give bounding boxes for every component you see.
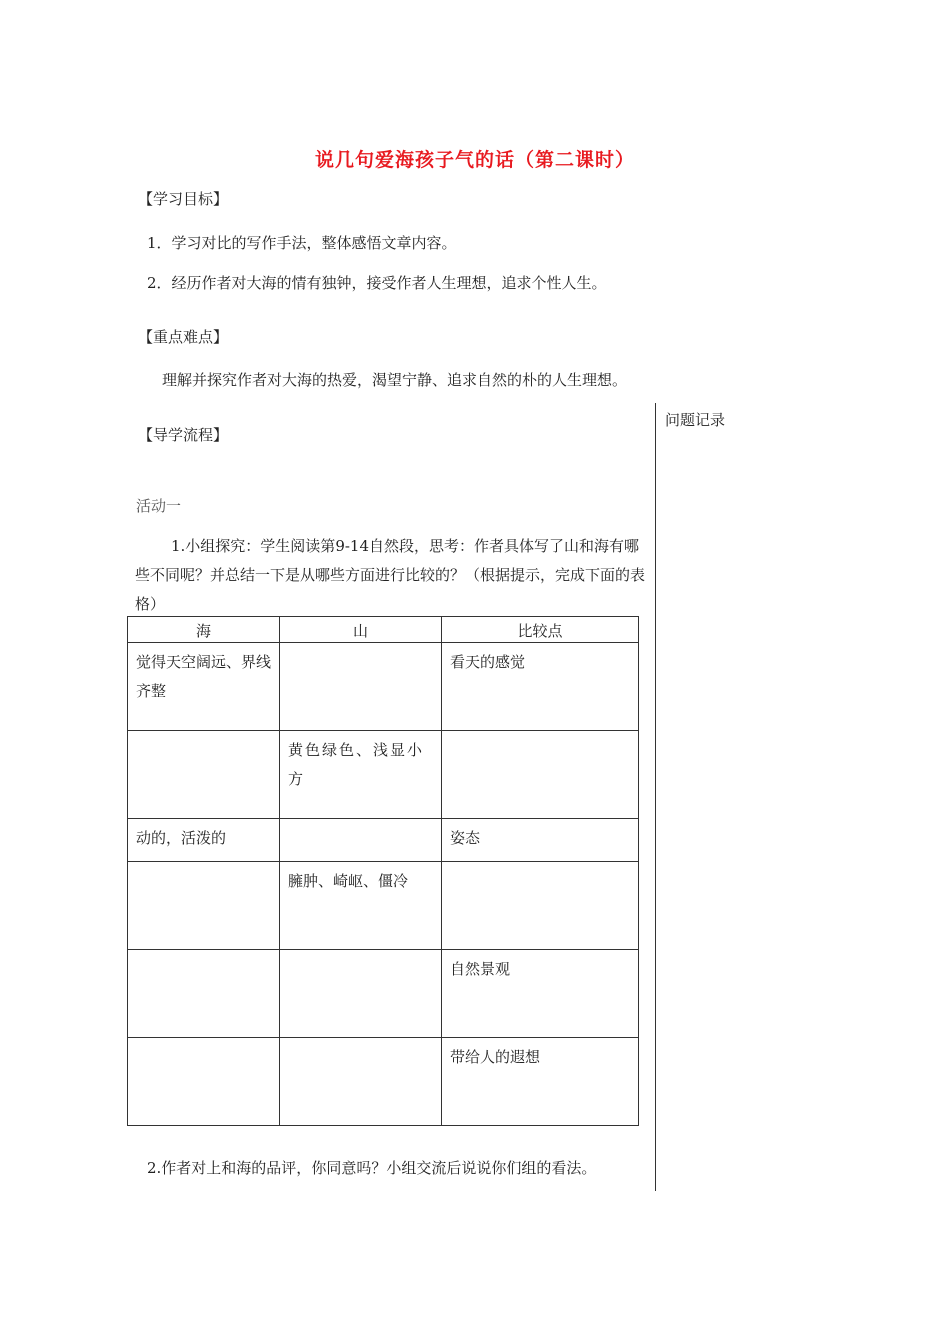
table-row (128, 862, 639, 950)
table-cell (128, 1038, 280, 1126)
table-cell (280, 643, 442, 731)
page-title: 说几句爱海孩子气的话（第二课时） (314, 149, 635, 171)
table-row (128, 1038, 639, 1126)
activity-label: 活动一 (136, 497, 182, 515)
table-cell: 黄色绿色、浅显小方 (280, 731, 442, 819)
table-row (128, 819, 639, 862)
task-2-text: 2.作者对上和海的品评，你同意吗？小组交流后说说你们组的看法。 (147, 1159, 597, 1177)
table-cell: 臃肿、崎岖、僵冷 (280, 862, 442, 950)
goal-item-1: 1．学习对比的写作手法，整体感悟文章内容。 (147, 234, 457, 252)
notes-label: 问题记录 (665, 411, 726, 429)
header-comparison: 比较点 (442, 617, 639, 643)
task-1-text: 1.小组探究：学生阅读第9-14自然段，思考：作者具体写了山和海有哪些不同呢？并总结一下是从哪些方面进行比较的？（根据提示，完成下面的表格） (135, 537, 646, 613)
table-cell: 看天的感觉 (442, 643, 639, 731)
header-mountain: 山 (280, 617, 442, 643)
table-row (128, 950, 639, 1038)
table-cell: 觉得天空阔远、界线齐整 (128, 643, 280, 731)
notes-divider (655, 403, 656, 1191)
table-row (128, 731, 639, 819)
table-cell: 自然景观 (442, 950, 639, 1038)
table-cell (128, 950, 280, 1038)
table-cell (280, 1038, 442, 1126)
table-header-row (128, 617, 639, 643)
table-cell: 动的，活泼的 (128, 819, 280, 862)
table-cell (280, 950, 442, 1038)
table-cell: 带给人的遐想 (442, 1038, 639, 1126)
key-heading: 【重点难点】 (138, 328, 229, 346)
key-text: 理解并探究作者对大海的热爱，渴望宁静、追求自然的朴的人生理想。 (162, 371, 628, 389)
goal-item-2: 2．经历作者对大海的情有独钟，接受作者人生理想，追求个性人生。 (147, 274, 607, 292)
flow-heading: 【导学流程】 (138, 426, 229, 444)
goals-heading: 【学习目标】 (138, 190, 229, 208)
table-cell (128, 731, 280, 819)
table-cell (280, 819, 442, 862)
table-cell (442, 862, 639, 950)
table-cell (442, 731, 639, 819)
table-cell: 姿态 (442, 819, 639, 862)
header-sea: 海 (128, 617, 280, 643)
comparison-table (127, 616, 639, 1126)
table-cell (128, 862, 280, 950)
table-row (128, 643, 639, 731)
